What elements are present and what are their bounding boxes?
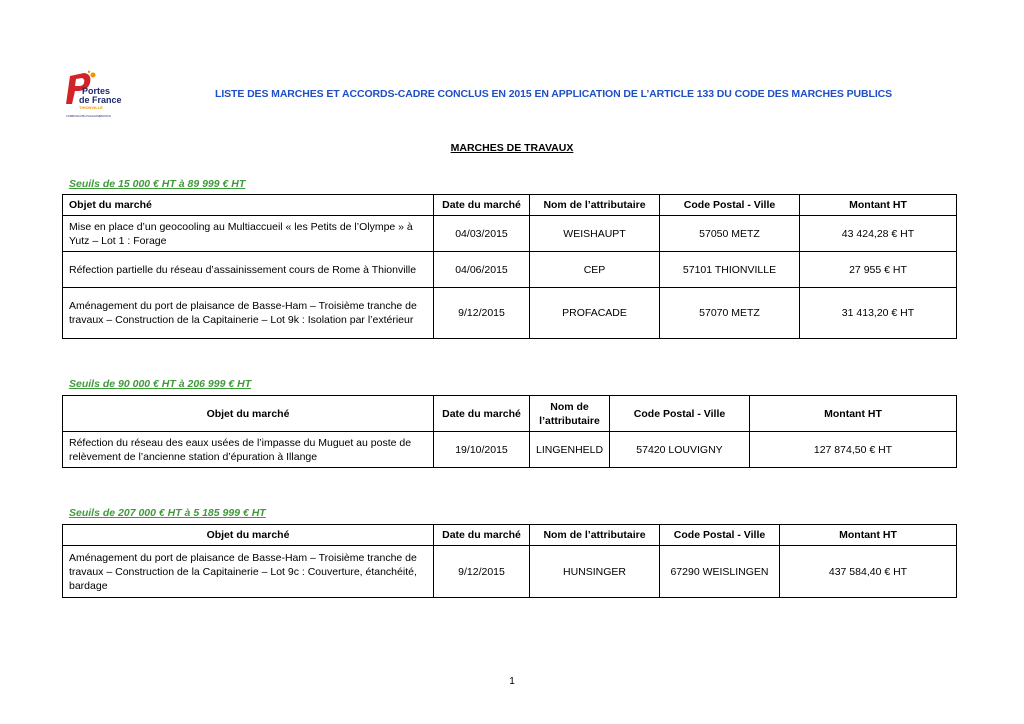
cell-objet: Aménagement du port de plaisance de Basse-Ham – Troisième tranche de travaux – Construction de la Capitainerie – Lot 9c : Couverture, étanchéité, bardage bbox=[63, 546, 434, 598]
cell-date: 04/03/2015 bbox=[434, 216, 530, 252]
cell-montant: 27 955 € HT bbox=[800, 252, 957, 288]
header-attributaire: Nom de l’attributaire bbox=[530, 396, 610, 432]
header-montant: Montant HT bbox=[750, 396, 957, 432]
header-montant: Montant HT bbox=[800, 195, 957, 216]
cell-date: 04/06/2015 bbox=[434, 252, 530, 288]
table-header-row bbox=[63, 396, 957, 432]
header-date: Date du marché bbox=[434, 525, 530, 546]
header-montant: Montant HT bbox=[780, 525, 957, 546]
svg-text:de France: de France bbox=[79, 95, 122, 105]
svg-text:Portes: Portes bbox=[82, 86, 111, 96]
cell-attributaire: HUNSINGER bbox=[530, 546, 660, 598]
header-objet: Objet du marché bbox=[63, 525, 434, 546]
cell-montant: 31 413,20 € HT bbox=[800, 288, 957, 339]
cell-objet: Mise en place d’un geocooling au Multiaccueil « les Petits de l’Olympe » à Yutz – Lot 1 : Forage bbox=[63, 216, 434, 252]
seuil-heading-1: Seuils de 15 000 € HT à 89 999 € HT bbox=[69, 178, 246, 190]
cell-attributaire: LINGENHELD bbox=[530, 432, 610, 468]
marches-table-3 bbox=[62, 524, 957, 598]
header-code-postal-ville: Code Postal - Ville bbox=[610, 396, 750, 432]
header-date: Date du marché bbox=[434, 396, 530, 432]
table-header-row bbox=[63, 195, 957, 216]
page-number: 1 bbox=[509, 676, 515, 687]
cell-date: 9/12/2015 bbox=[434, 288, 530, 339]
header-objet: Objet du marché bbox=[63, 396, 434, 432]
cell-montant: 127 874,50 € HT bbox=[750, 432, 957, 468]
cell-montant: 437 584,40 € HT bbox=[780, 546, 957, 598]
cell-code-postal-ville: 57420 LOUVIGNY bbox=[610, 432, 750, 468]
cell-code-postal-ville: 57070 METZ bbox=[660, 288, 800, 339]
cell-attributaire: PROFACADE bbox=[530, 288, 660, 339]
table-row bbox=[63, 288, 957, 339]
header-code-postal-ville: Code Postal - Ville bbox=[660, 525, 780, 546]
cell-attributaire: WEISHAUPT bbox=[530, 216, 660, 252]
header-date: Date du marché bbox=[434, 195, 530, 216]
seuil-heading-2: Seuils de 90 000 € HT à 206 999 € HT bbox=[69, 378, 252, 390]
logo bbox=[62, 70, 122, 122]
header-attributaire: Nom de l’attributaire bbox=[530, 525, 660, 546]
header-attributaire: Nom de l’attributaire bbox=[530, 195, 660, 216]
cell-attributaire: CEP bbox=[530, 252, 660, 288]
header-objet: Objet du marché bbox=[63, 195, 434, 216]
cell-code-postal-ville: 57101 THIONVILLE bbox=[660, 252, 800, 288]
cell-objet: Réfection du réseau des eaux usées de l’impasse du Muguet au poste de relèvement de l’ancienne station d’épuration à Illange bbox=[63, 432, 434, 468]
table-row bbox=[63, 432, 957, 468]
table-header-row bbox=[63, 525, 957, 546]
table-row bbox=[63, 216, 957, 252]
svg-text:COMMUNAUTÉ D'AGGLOMÉRATION: COMMUNAUTÉ D'AGGLOMÉRATION bbox=[66, 115, 111, 118]
cell-code-postal-ville: 67290 WEISLINGEN bbox=[660, 546, 780, 598]
marches-table-1 bbox=[62, 194, 957, 339]
cell-montant: 43 424,28 € HT bbox=[800, 216, 957, 252]
portes-de-france-logo-icon bbox=[62, 70, 122, 122]
section-title: MARCHES DE TRAVAUX bbox=[450, 142, 574, 154]
svg-text:THIONVILLE: THIONVILLE bbox=[79, 105, 103, 110]
cell-date: 19/10/2015 bbox=[434, 432, 530, 468]
header-code-postal-ville: Code Postal - Ville bbox=[660, 195, 800, 216]
document-title: LISTE DES MARCHES ET ACCORDS-CADRE CONCLUS EN 2015 EN APPLICATION DE L’ARTICLE 133 DU CODE DES MARCHES PUBLICS bbox=[215, 88, 893, 100]
table-row bbox=[63, 252, 957, 288]
cell-date: 9/12/2015 bbox=[434, 546, 530, 598]
cell-objet: Réfection partielle du réseau d’assainissement cours de Rome à Thionville bbox=[63, 252, 434, 288]
table-row bbox=[63, 546, 957, 598]
seuil-heading-3: Seuils de 207 000 € HT à 5 185 999 € HT bbox=[69, 507, 266, 519]
cell-code-postal-ville: 57050 METZ bbox=[660, 216, 800, 252]
cell-objet: Aménagement du port de plaisance de Basse-Ham – Troisième tranche de travaux – Construction de la Capitainerie – Lot 9k : Isolation par l’extérieur bbox=[63, 288, 434, 339]
marches-table-2 bbox=[62, 395, 957, 468]
